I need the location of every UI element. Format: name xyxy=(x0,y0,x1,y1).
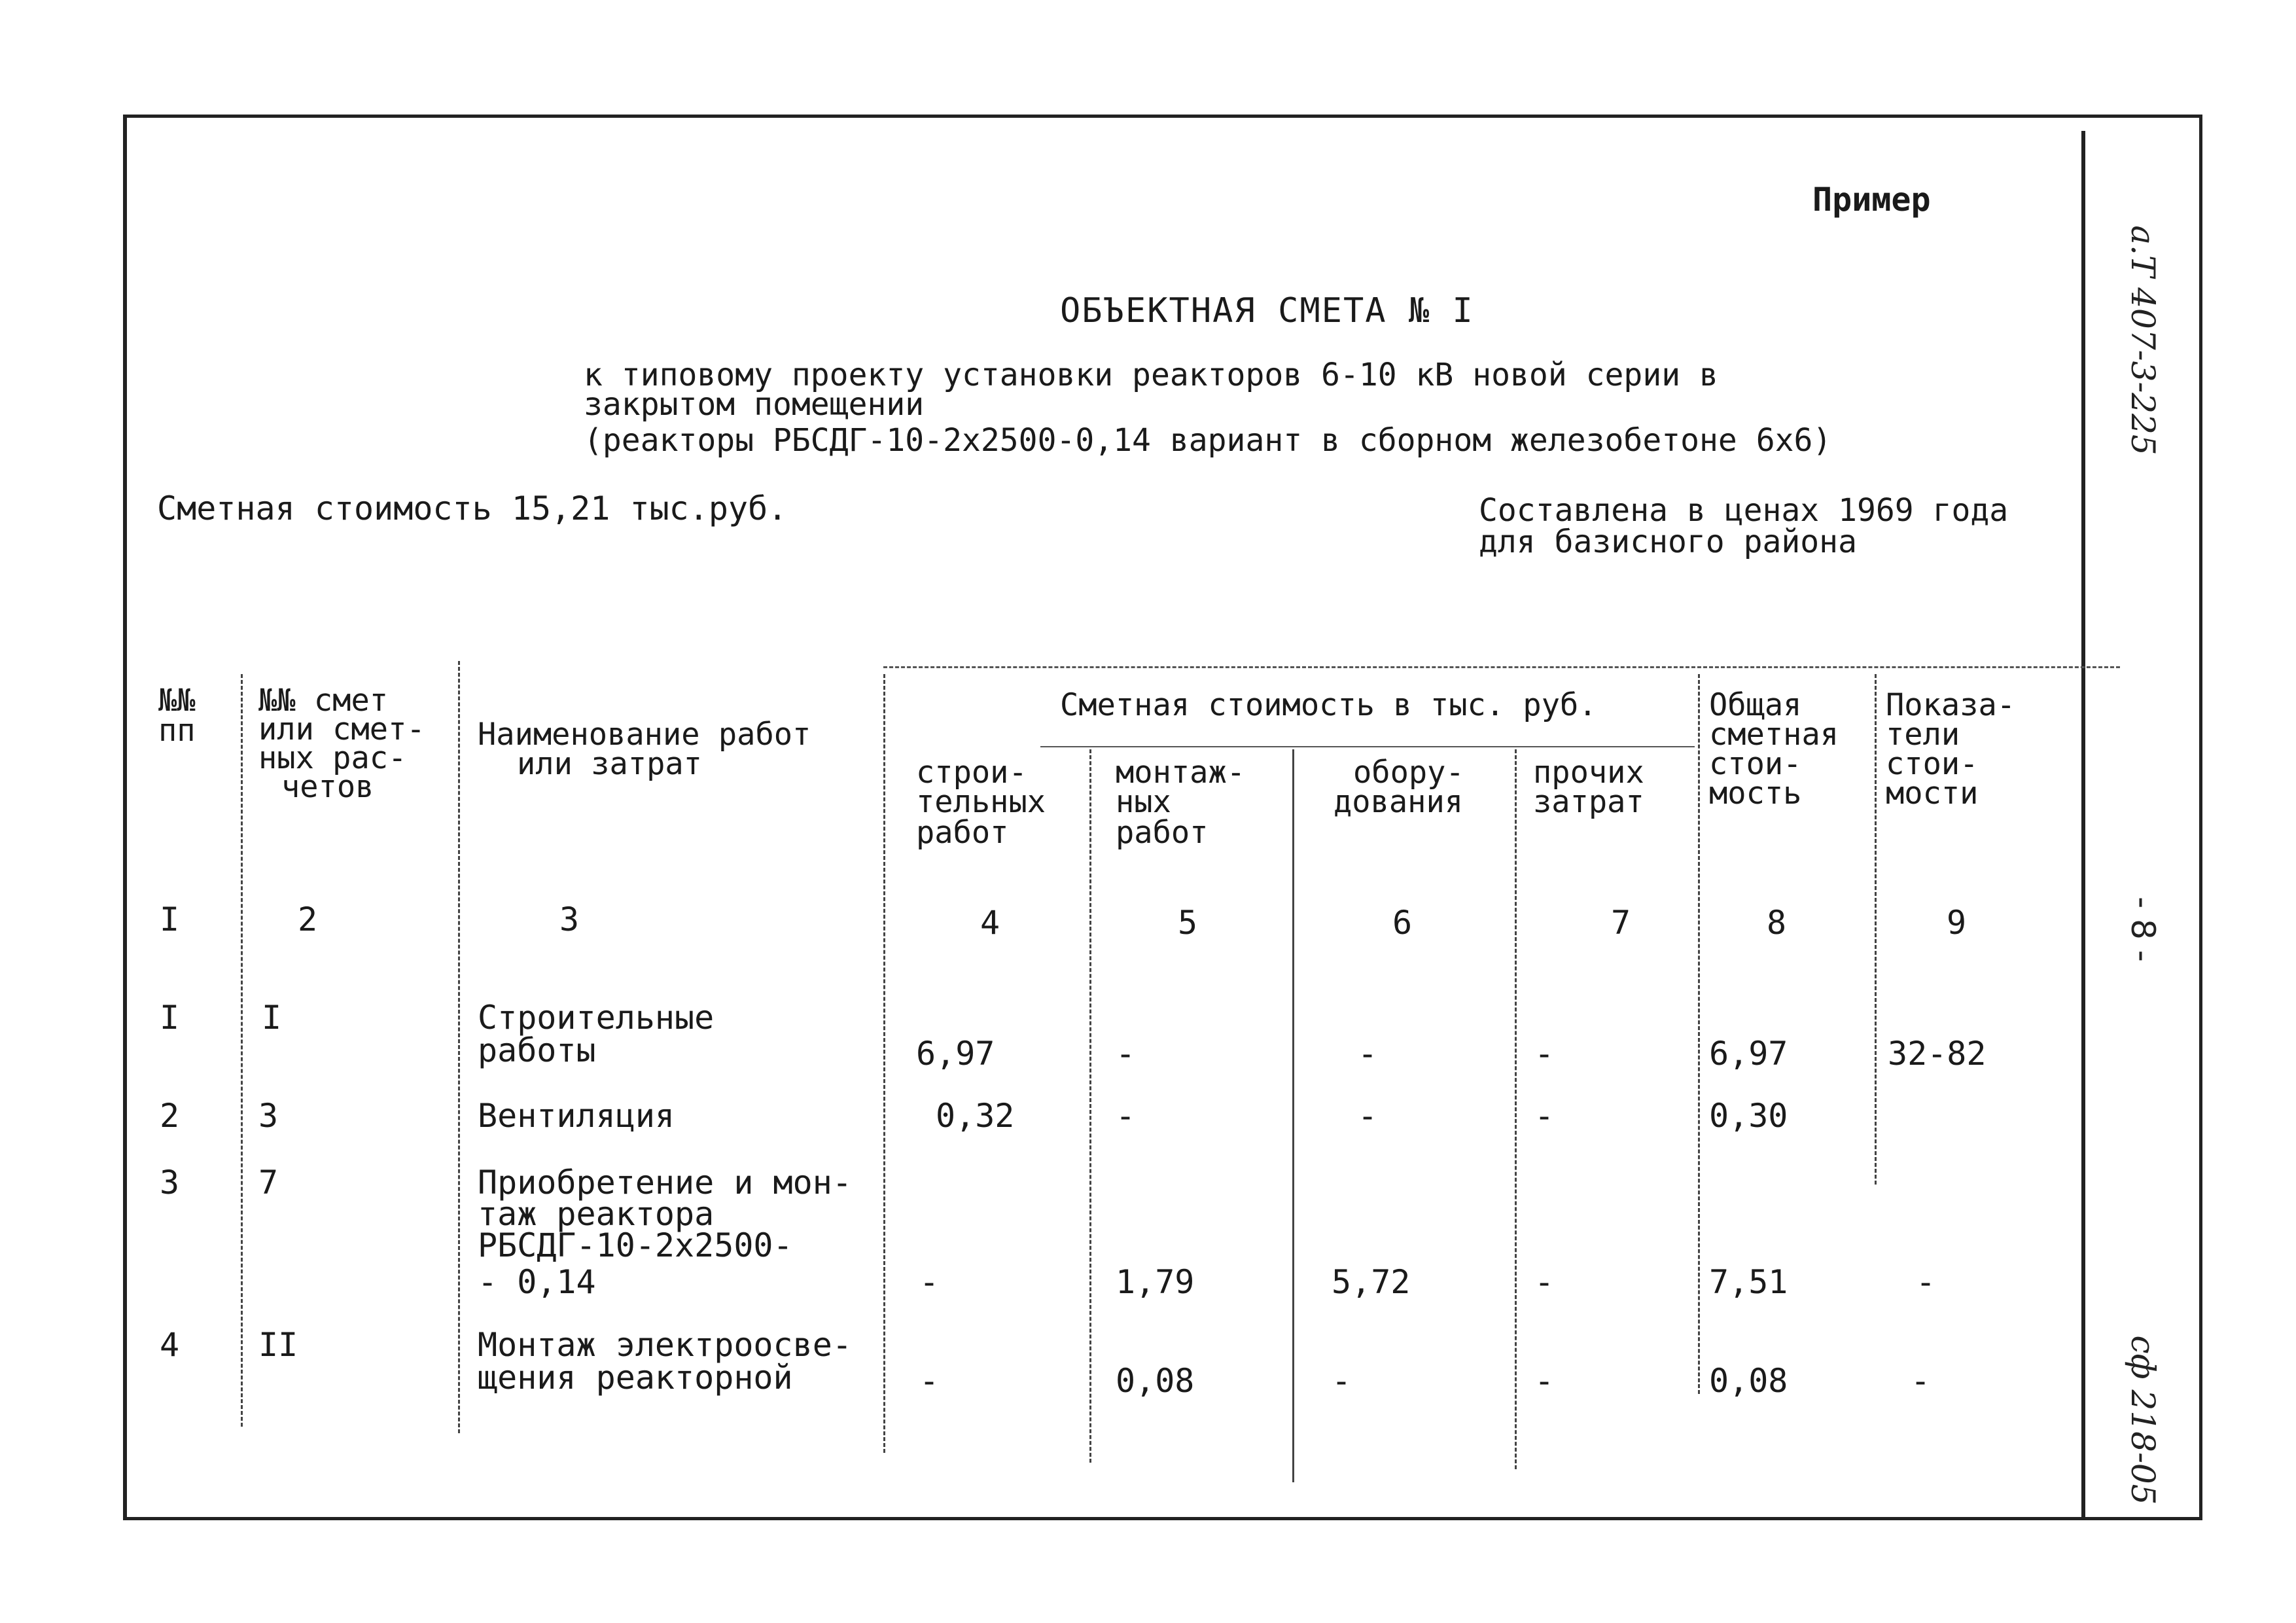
row2-estimate: 3 xyxy=(258,1097,279,1135)
header-col5-l1: монтаж- xyxy=(1116,755,1246,791)
row2-col5: - xyxy=(1116,1097,1136,1135)
row1-col5: - xyxy=(1116,1035,1136,1073)
row2-col7: - xyxy=(1534,1097,1555,1135)
table-top-rule xyxy=(883,666,2120,668)
row1-name-l2: работы xyxy=(478,1031,596,1069)
header-col2-l3: ных рас- xyxy=(258,740,407,776)
header-col2-l4: четов xyxy=(281,769,374,805)
col-divider-7 xyxy=(1698,674,1700,1394)
row3-col9: - xyxy=(1916,1263,1936,1301)
column-number-5: 5 xyxy=(1178,904,1198,942)
header-col7-l1: прочих xyxy=(1533,755,1644,791)
header-col3-l1: Наименование работ xyxy=(478,717,811,753)
side-top-code: а.Т 407-3-225 xyxy=(2124,225,2162,455)
row3-col4: - xyxy=(919,1263,940,1301)
col-divider-8 xyxy=(1875,674,1877,1185)
header-col5-l2: ных xyxy=(1116,784,1171,820)
group-rule xyxy=(1040,746,1695,747)
header-col9-l2: тели xyxy=(1886,717,1960,753)
header-col2-l2: или смет- xyxy=(258,711,425,747)
header-col4-l1: строи- xyxy=(916,755,1027,791)
row3-name-l2: таж реактора xyxy=(478,1195,715,1233)
column-number-3: 3 xyxy=(559,901,580,938)
header-col8-l2: сметная xyxy=(1709,717,1839,753)
header-col3-l2: или затрат xyxy=(517,746,702,782)
header-col8-l4: мость xyxy=(1709,776,1802,812)
header-col9-l3: стои- xyxy=(1886,746,1979,782)
header-group: Сметная стоимость в тыс. руб. xyxy=(1060,687,1597,723)
row4-col8: 0,08 xyxy=(1709,1362,1788,1400)
header-col6-l2: дования xyxy=(1333,784,1464,820)
row2-col6: - xyxy=(1358,1097,1378,1135)
row1-col9: 32-82 xyxy=(1888,1035,1987,1073)
col-divider-5 xyxy=(1292,749,1294,1482)
row3-col5: 1,79 xyxy=(1116,1263,1195,1301)
side-page-number: - 8 - xyxy=(2124,897,2162,962)
row4-col5: 0,08 xyxy=(1116,1362,1195,1400)
header-col8-l1: Общая xyxy=(1709,687,1802,723)
side-bottom-code: сф 218-05 xyxy=(2124,1335,2162,1505)
header-col5-l3: работ xyxy=(1116,815,1209,851)
row1-col8: 6,97 xyxy=(1709,1035,1788,1073)
row2-name-l1: Вентиляция xyxy=(478,1097,675,1135)
column-number-6: 6 xyxy=(1392,904,1413,942)
header-col9-l1: Показа- xyxy=(1886,687,2016,723)
col-divider-2 xyxy=(458,661,460,1433)
row3-name-l3: РБСДГ-10-2х2500- xyxy=(478,1226,793,1264)
row4-estimate: II xyxy=(258,1326,298,1364)
row1-number: I xyxy=(160,999,180,1037)
row4-col6: - xyxy=(1332,1362,1352,1400)
corner-label: Пример xyxy=(1812,181,1931,219)
row4-name-l1: Монтаж электроосве- xyxy=(478,1326,852,1364)
header-col8-l3: стои- xyxy=(1709,746,1802,782)
row3-name-l1: Приобретение и мон- xyxy=(478,1164,852,1202)
header-col2-l1: №№ смет xyxy=(258,683,389,719)
row1-name-l1: Строительные xyxy=(478,999,715,1037)
subtitle-line-2: закрытом помещении xyxy=(584,386,925,423)
header-col1: №№ пп xyxy=(158,683,196,749)
col-divider-1 xyxy=(241,674,243,1427)
subtitle-line-1: к типовому проекту установки реакторов 6-10 кВ новой серии в xyxy=(584,357,1718,393)
row3-number: 3 xyxy=(160,1164,180,1202)
column-number-9: 9 xyxy=(1947,904,1967,942)
document-title: ОБЪЕКТНАЯ СМЕТА № I xyxy=(1060,291,1474,330)
col-divider-4 xyxy=(1089,749,1091,1463)
row4-col4: - xyxy=(919,1362,940,1400)
row2-col8: 0,30 xyxy=(1709,1097,1788,1135)
column-number-8: 8 xyxy=(1767,904,1787,942)
header-col4-l2: тельных xyxy=(916,784,1046,820)
column-number-2: 2 xyxy=(298,901,318,938)
prices-line-2: для базисного района xyxy=(1479,524,1857,560)
row1-estimate: I xyxy=(262,999,282,1037)
subtitle-line-3: (реакторы РБСДГ-10-2х2500-0,14 вариант в сборном железобетоне 6х6) xyxy=(584,422,1832,459)
row1-col7: - xyxy=(1534,1035,1555,1073)
header-col7-l2: затрат xyxy=(1533,784,1644,820)
column-number-7: 7 xyxy=(1611,904,1631,942)
column-number-4: 4 xyxy=(980,904,1000,942)
col-divider-6 xyxy=(1515,749,1517,1469)
row3-col7: - xyxy=(1534,1263,1555,1301)
header-col6-l1: обору- xyxy=(1353,755,1464,791)
column-number-1: I xyxy=(160,901,180,938)
header-col9-l4: мости xyxy=(1886,776,1979,812)
row4-name-l2: щения реакторной xyxy=(478,1359,793,1397)
row1-col4: 6,97 xyxy=(916,1035,995,1073)
cost-line: Сметная стоимость 15,21 тыс.руб. xyxy=(157,490,788,527)
row3-estimate: 7 xyxy=(258,1164,279,1202)
row4-number: 4 xyxy=(160,1326,180,1364)
prices-line-1: Составлена в ценах 1969 года xyxy=(1479,492,2009,529)
header-col4-l3: работ xyxy=(916,815,1009,851)
row4-col9: - xyxy=(1911,1362,1931,1400)
row2-number: 2 xyxy=(160,1097,180,1135)
row3-col6: 5,72 xyxy=(1332,1263,1411,1301)
row4-col7: - xyxy=(1534,1362,1555,1400)
row1-col6: - xyxy=(1358,1035,1378,1073)
row2-col4: 0,32 xyxy=(936,1097,1015,1135)
row3-name-l4: - 0,14 xyxy=(478,1263,596,1301)
col-divider-3 xyxy=(883,674,885,1453)
row3-col8: 7,51 xyxy=(1709,1263,1788,1301)
